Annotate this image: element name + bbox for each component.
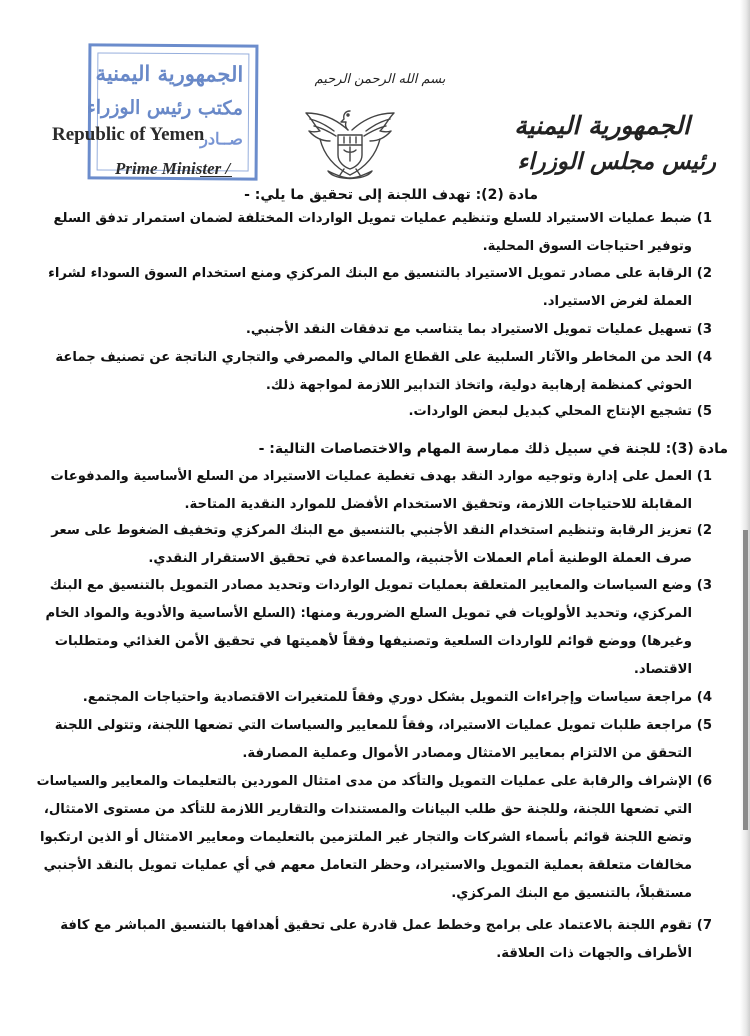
item-line: التي تضعها اللجنة، وللجنة حق طلب البيانات والمستندات والتقارير اللازمة للتأكد من مستوى الامتثال،: [43, 802, 692, 817]
stamp-line-outgoing: صــادر: [200, 129, 243, 149]
english-country-name: Republic of Yemen: [52, 124, 205, 145]
item-number: 3): [696, 322, 712, 337]
item-line: الأطراف والجهات ذات العلاقة.: [496, 946, 692, 961]
item-line: الحد من المخاطر والآثار السلبية على القطاع المالي والمصرفي والتجاري الناتجة عن تصنيف جماعة: [55, 350, 692, 365]
item-line: الاقتصاد.: [633, 662, 692, 677]
scan-edge-shadow: [740, 0, 750, 1036]
item-line: تعزيز الرقابة وتنظيم استخدام النقد الأجنبي بالتنسيق مع البنك المركزي وتخفيف الضغوط على سعر: [51, 523, 692, 538]
item-line: الحوثي كمنظمة إرهابية دولية، واتخاذ التدابير اللازمة لمواجهة ذلك.: [265, 378, 692, 393]
item-number: 4): [696, 350, 712, 365]
item-number: 2): [696, 266, 712, 281]
stamp-line-country: الجمهورية اليمنية: [95, 60, 244, 87]
item-line: الرقابة على مصادر تمويل الاستيراد بالتنسيق مع البنك المركزي ومنع استخدام السوق السوداء لشراء: [48, 266, 692, 281]
item-line: وغيرها) ووضع قوائم للواردات السلعية وتصنيفها وفقاً لأهميتها في تحقيق الأمن الغذائي ومتطلبات: [54, 634, 692, 649]
item-line: وتوفير احتياجات السوق المحلية.: [482, 239, 692, 254]
item-line: العملة لغرض الاستيراد.: [542, 294, 692, 309]
item-line: مخالفات متعلقة بعملية التمويل والاستيراد، وحظر التعامل معهم في أي عمليات تمويل بالنقد الأجنبي: [43, 858, 692, 873]
item-line: تقوم اللجنة بالاعتماد على برامج وخطط عمل قادرة على تحقيق أهدافها بالتنسيق المباشر مع كافة: [60, 918, 692, 933]
item-number: 5): [696, 718, 712, 733]
basmala-text: بسم الله الرحمن الرحيم: [314, 72, 446, 87]
article-2-heading: مادة (2): تهدف اللجنة إلى تحقيق ما يلي: -: [244, 187, 538, 203]
item-line: التحقق من الالتزام بمعايير الامتثال ومصادر الأموال وعملية المصارفة.: [242, 746, 692, 761]
item-line: وضع السياسات والمعايير المتعلقة بعمليات تمويل الواردات وتحديد مصادر التمويل بالتنسيق مع البنك: [49, 578, 692, 593]
item-number: 6): [696, 774, 712, 789]
item-line: المقابلة للاحتياجات اللازمة، وتحقيق الاستخدام الأفضل للموارد النقدية المتاحة.: [184, 497, 692, 512]
item-line: صرف العملة الوطنية أمام العملات الأجنبية، والمساعدة في تحقيق الاستقرار النقدي.: [148, 551, 692, 566]
eagle-emblem-icon: [300, 95, 400, 187]
item-line: مراجعة سياسات وإجراءات التمويل بشكل دوري وفقاً للمتغيرات الاقتصادية واحتياجات المجتمع.: [82, 690, 692, 705]
item-line: العمل على إدارة وتوجيه موارد النقد بهدف تغطية عمليات الاستيراد من السلع الأساسية والمدفوعات: [50, 469, 692, 484]
arabic-office-title: رئيس مجلس الوزراء: [517, 148, 716, 175]
reference-blank-line: [200, 176, 232, 177]
item-number: 5): [696, 404, 712, 419]
arabic-country-name: الجمهورية اليمنية: [514, 111, 690, 140]
item-number: 7): [696, 918, 712, 933]
item-number: 1): [696, 469, 712, 484]
item-line: مراجعة طلبات تمويل عمليات الاستيراد، وفقاً للمعايير والسياسات التي تضعها اللجنة، وتتولى اللجنة: [54, 718, 692, 733]
item-line: المركزي، وتحديد الأولويات في تمويل السلع الضرورية ومنها: (السلع الأساسية والأدوية والمواد الخام: [45, 606, 692, 621]
english-office-title: Prime Minister /: [115, 159, 231, 178]
item-line: الإشراف والرقابة على عمليات التمويل والتأكد من مدى امتثال الموردين بالتعليمات والمعايير والسياسات: [36, 774, 692, 789]
item-number: 3): [696, 578, 712, 593]
item-line: تسهيل عمليات تمويل الاستيراد بما يتناسب مع تدفقات النقد الأجنبي.: [245, 322, 692, 337]
item-line: مستقبلاً، بالتنسيق مع البنك المركزي.: [451, 886, 692, 901]
item-number: 1): [696, 211, 712, 226]
article-3-heading: مادة (3): للجنة في سبيل ذلك ممارسة المهام والاختصاصات التالية: -: [258, 441, 728, 457]
item-line: ضبط عمليات الاستيراد للسلع وتنظيم عمليات تمويل الواردات المختلفة لضمان استمرار تدفق السلع: [53, 211, 692, 226]
item-number: 4): [696, 690, 712, 705]
stamp-line-office: مكتب رئيس الوزراء: [86, 96, 244, 120]
item-line: تشجيع الإنتاج المحلي كبديل لبعض الواردات.: [408, 404, 692, 419]
item-line: وتضع اللجنة قوائم بأسماء الشركات والتجار غير الملتزمين بالتعليمات ومعايير الامتثال أو الذين ارتكبوا: [39, 830, 692, 845]
item-number: 2): [696, 523, 712, 538]
